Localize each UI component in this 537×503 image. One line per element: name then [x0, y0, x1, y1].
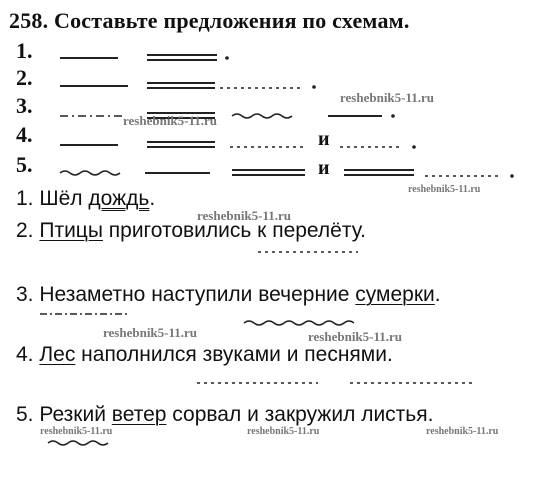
- watermark: reshebnik5-11.ru: [40, 426, 113, 437]
- sentence-5: 5. Резкий ветер сорвал и закружил листья.: [16, 403, 434, 426]
- scheme-number-4: 4.: [16, 122, 33, 147]
- watermark: reshebnik5-11.ru: [103, 325, 198, 340]
- subject-word: Птицы: [39, 219, 103, 242]
- scheme3-period: [391, 114, 395, 118]
- scheme1-period: [225, 56, 229, 60]
- scheme3-attribute-wavy: [232, 114, 292, 118]
- scheme-conjunction-4: и: [318, 128, 330, 150]
- scheme-number-5: 5.: [16, 152, 33, 177]
- sentence-1: 1. Шёл дождь.: [16, 187, 156, 210]
- scheme4-period: [412, 145, 416, 149]
- subject-word: ветер: [111, 403, 167, 426]
- sentence-4: 4. Лес наполнился звуками и песнями.: [16, 343, 393, 366]
- scheme2-period: [312, 85, 316, 89]
- subject-word: Лес: [39, 343, 76, 366]
- watermark: reshebnik5-11.ru: [340, 90, 435, 105]
- scheme5-attribute-wavy: [60, 171, 120, 175]
- scheme-number-2: 2.: [16, 65, 33, 90]
- exercise-title: 258. Составьте предложения по схемам.: [9, 8, 410, 33]
- scheme-conjunction-5: и: [318, 157, 330, 179]
- watermark: reshebnik5-11.ru: [426, 426, 499, 437]
- sentence-3: 3. Незаметно наступили вечерние сумерки.: [16, 283, 441, 306]
- watermark: reshebnik5-11.ru: [247, 426, 320, 437]
- predicate-word: дождь: [88, 187, 150, 210]
- watermark: reshebnik5-11.ru: [123, 113, 218, 128]
- sentence-2: 2. Птицы приготовились к перелёту.: [16, 219, 366, 242]
- watermark: reshebnik5-11.ru: [308, 329, 403, 344]
- scheme-number-1: 1.: [16, 38, 33, 63]
- watermark: reshebnik5-11.ru: [197, 208, 292, 223]
- s5-attribute-wavy: [48, 441, 108, 445]
- scheme-number-3: 3.: [16, 93, 33, 118]
- subject-word: сумерки: [355, 283, 435, 306]
- watermark: reshebnik5-11.ru: [408, 184, 481, 195]
- scheme5-period: [510, 174, 514, 178]
- s3-attribute-wavy: [244, 321, 354, 325]
